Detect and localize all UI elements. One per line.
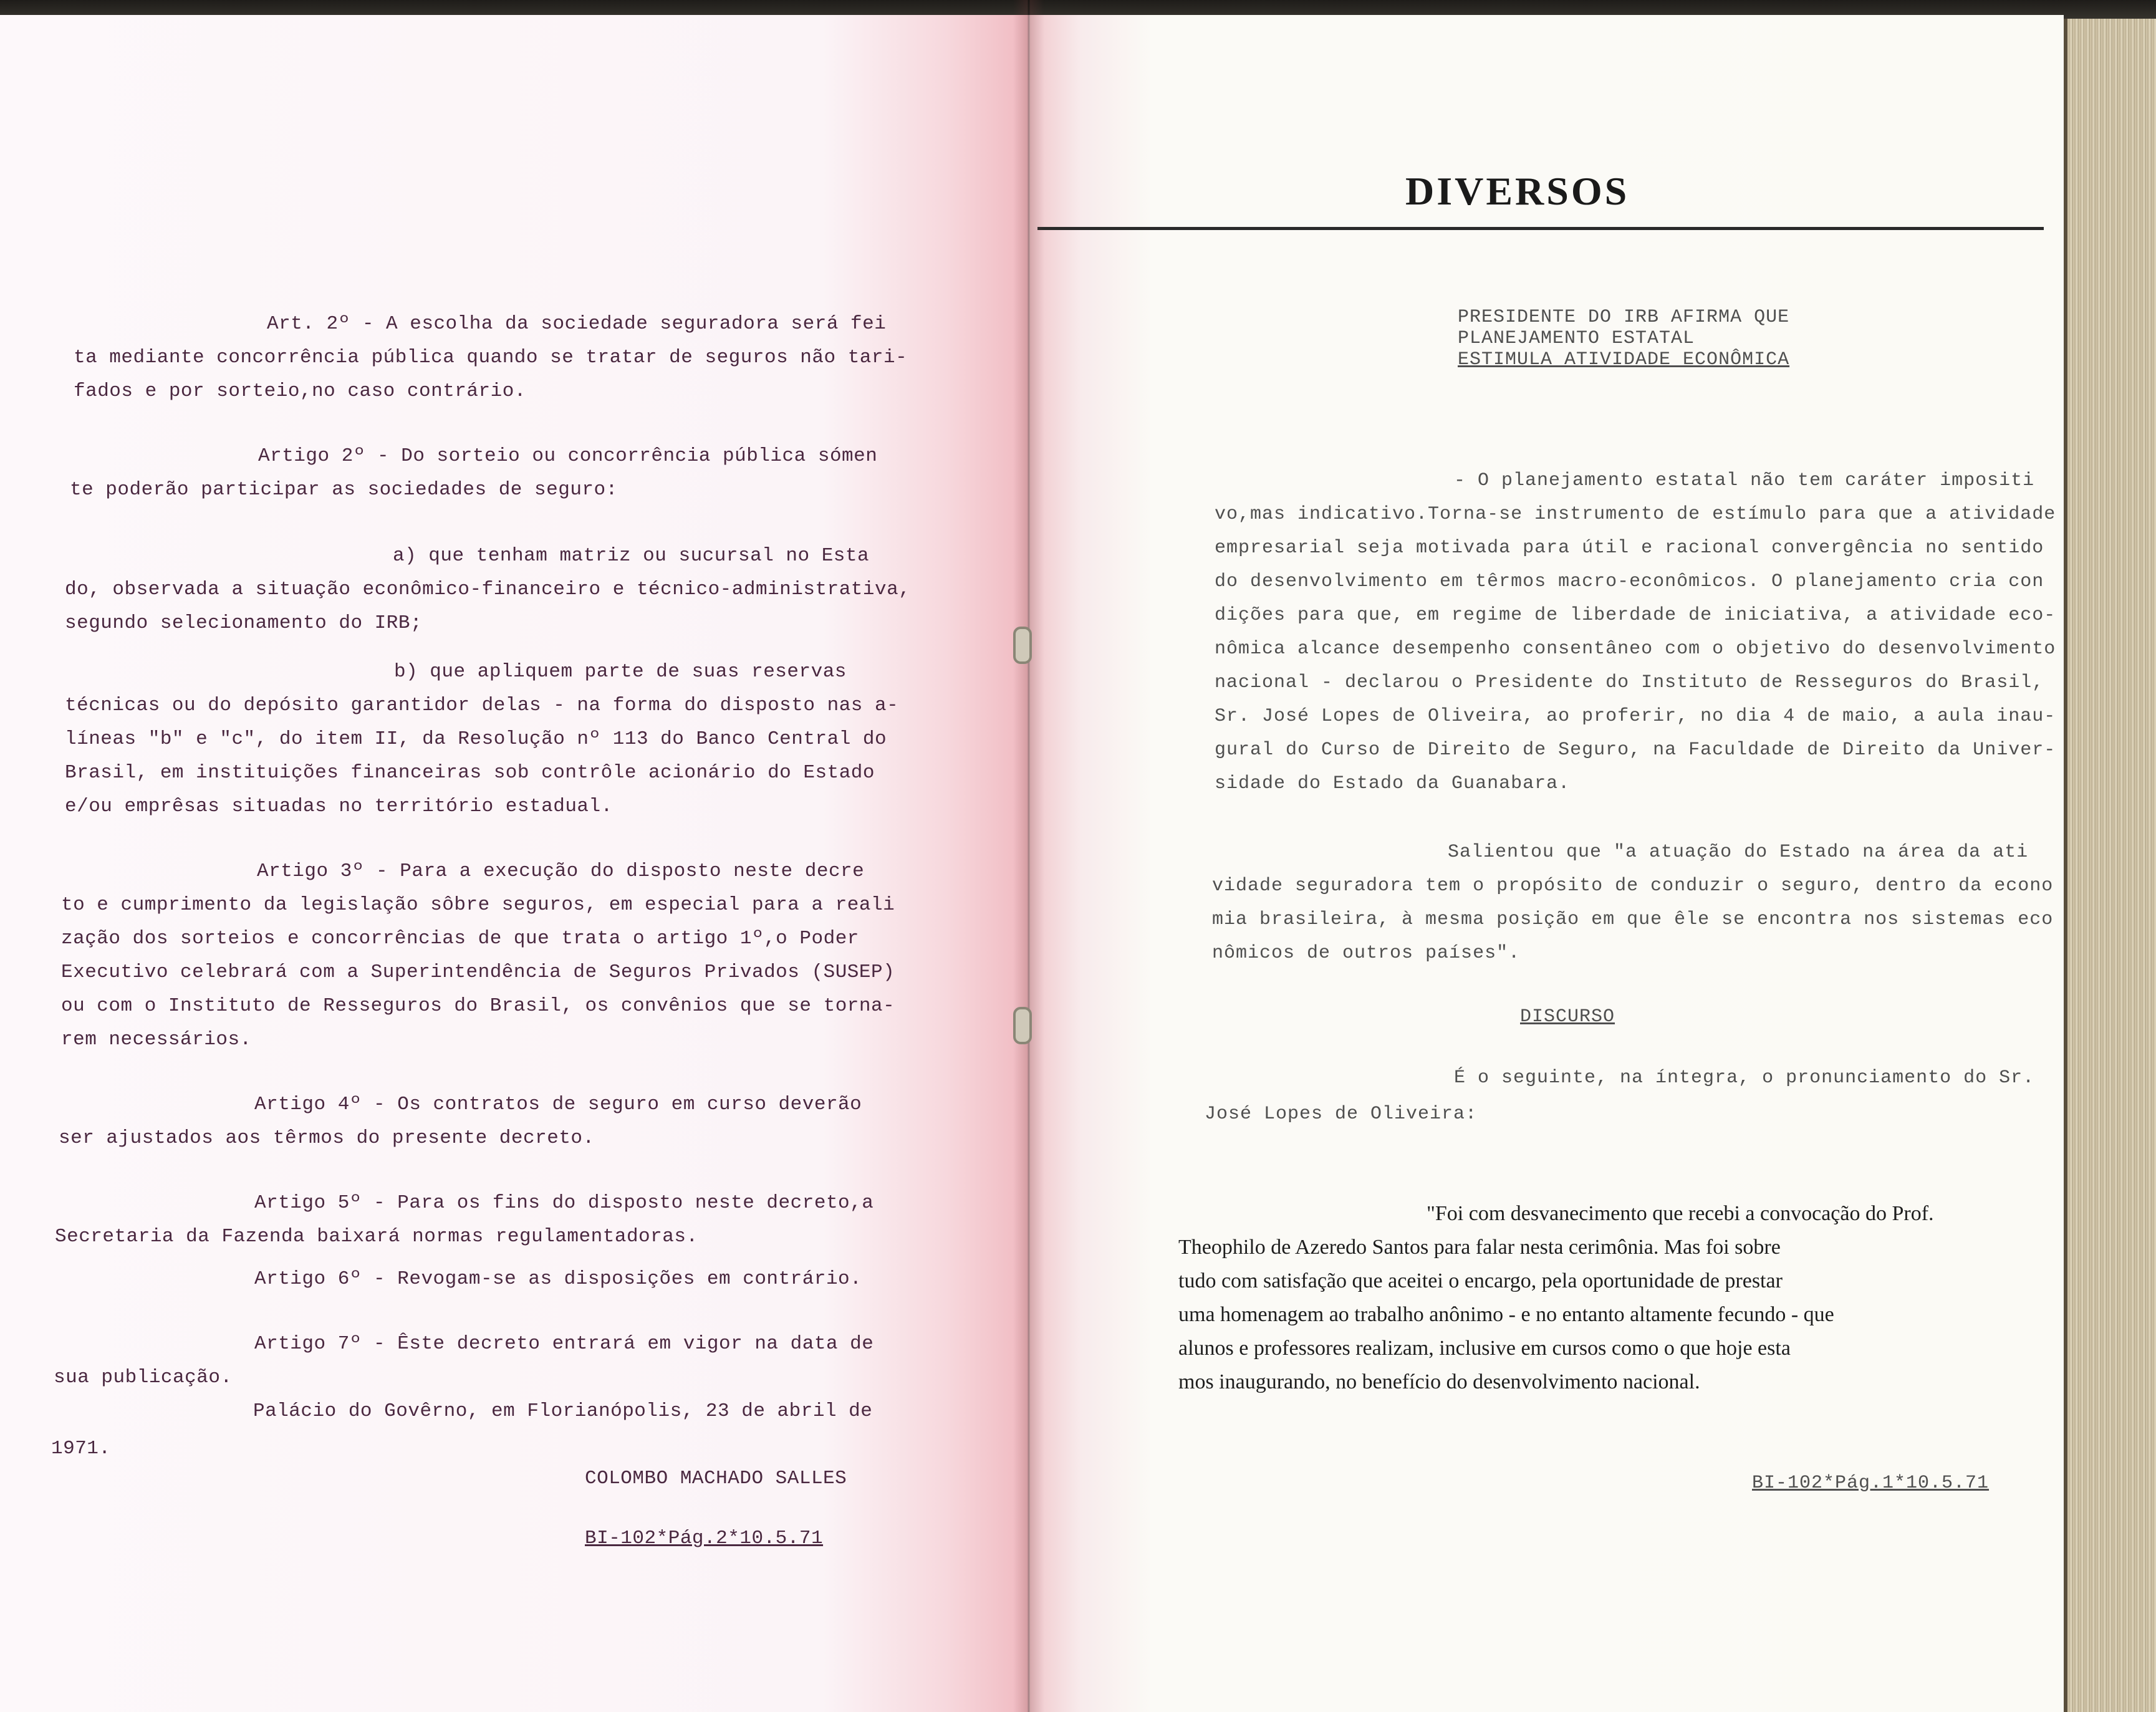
text-line: te poderão participar as sociedades de seguro: (70, 479, 618, 501)
text-line: Salientou que "a atuação do Estado na área da ati (1448, 842, 2029, 863)
text-line: Sr. José Lopes de Oliveira, ao proferir, no dia 4 de maio, a aula inau- (1215, 706, 2056, 727)
text-line: rem necessários. (61, 1029, 252, 1051)
book-page-edges (2064, 19, 2156, 1712)
text-line: sidade do Estado da Guanabara. (1215, 773, 1571, 794)
text-line: Secretaria da Fazenda baixará normas regulamentadoras. (55, 1226, 698, 1248)
binding-clip (1013, 1007, 1032, 1044)
text-line: técnicas ou do depósito garantidor delas - na forma do disposto nas a- (65, 695, 899, 716)
text-line: to e cumprimento da legislação sôbre seguros, em especial para a reali (61, 894, 895, 916)
text-line: zação dos sorteios e concorrências de que trata o artigo 1º,o Poder (61, 928, 859, 950)
text-line: b) que apliquem parte de suas reservas (394, 661, 847, 683)
text-line: José Lopes de Oliveira: (1205, 1104, 1478, 1125)
text-line: vidade seguradora tem o propósito de conduzir o seguro, dentro da econo (1212, 875, 2054, 897)
left-page (0, 15, 1029, 1712)
text-line: dições para que, em regime de liberdade de iniciativa, a atividade eco- (1215, 605, 2056, 626)
text-line: nômicos de outros países". (1212, 943, 1521, 964)
text-line: Palácio do Govêrno, em Florianópolis, 23 de abril de (253, 1400, 873, 1422)
text-line: do, observada a situação econômico-financeiro e técnico-administrativa, (65, 579, 911, 600)
text-line: - O planejamento estatal não tem caráter impositi (1454, 470, 2035, 491)
book-gutter (1013, 0, 1044, 1712)
speech-line: Theophilo de Azeredo Santos para falar nesta cerimônia. Mas foi sobre (1178, 1236, 1781, 1259)
page-footer: BI-102*Pág.2*10.5.71 (585, 1527, 824, 1549)
speech-line: mos inaugurando, no benefício do desenvolvimento nacional. (1178, 1370, 1700, 1393)
text-line: líneas "b" e "c", do item II, da Resolução nº 113 do Banco Central do (65, 728, 887, 750)
speech-line: alunos e professores realizam, inclusive em cursos como o que hoje esta (1178, 1337, 1791, 1360)
text-line: ou com o Instituto de Resseguros do Brasil, os convênios que se torna- (61, 995, 895, 1017)
headline-line: PLANEJAMENTO ESTATAL (1458, 328, 1695, 349)
section-title: DIVERSOS (1405, 169, 1630, 213)
text-line: mia brasileira, à mesma posição em que êle se encontra nos sistemas eco (1212, 909, 2054, 930)
right-page (1029, 15, 2064, 1712)
text-line: sua publicação. (54, 1367, 233, 1388)
text-line: empresarial seja motivada para útil e racional convergência no sentido (1215, 537, 2044, 559)
text-line: nacional - declarou o Presidente do Instituto de Resseguros do Brasil, (1215, 672, 2044, 693)
text-line: a) que tenham matriz ou sucursal no Esta (393, 545, 870, 567)
text-line: Artigo 3º - Para a execução do disposto neste decre (257, 860, 865, 882)
text-line: ta mediante concorrência pública quando se tratar de seguros não tari- (74, 347, 908, 368)
text-line: É o seguinte, na íntegra, o pronunciamento do Sr. (1454, 1067, 2035, 1089)
text-line: e/ou emprêsas situadas no território estadual. (65, 796, 613, 817)
text-line: 1971. (51, 1438, 111, 1460)
text-line: do desenvolvimento em têrmos macro-econômicos. O planejamento cria con (1215, 571, 2044, 592)
text-line: Artigo 6º - Revogam-se as disposições em contrário. (254, 1268, 862, 1290)
text-line: Artigo 4º - Os contratos de seguro em curso deverão (254, 1094, 862, 1115)
headline-line: ESTIMULA ATIVIDADE ECONÔMICA (1458, 349, 1790, 370)
subheading-discurso: DISCURSO (1520, 1006, 1615, 1027)
text-line: Art. 2º - A escolha da sociedade seguradora será fei (267, 313, 887, 335)
text-line: Artigo 2º - Do sorteio ou concorrência pública sómen (258, 445, 878, 467)
binding-clip (1013, 627, 1032, 664)
text-line: fados e por sorteio,no caso contrário. (74, 380, 526, 402)
speech-line: uma homenagem ao trabalho anônimo - e no entanto altamente fecundo - que (1178, 1303, 1834, 1326)
text-line: Artigo 5º - Para os fins do disposto neste decreto,a (254, 1192, 874, 1214)
text-line: Artigo 7º - Êste decreto entrará em vigor na data de (254, 1333, 874, 1355)
text-line: ser ajustados aos têrmos do presente decreto. (59, 1127, 595, 1149)
speech-line: "Foi com desvanecimento que recebi a convocação do Prof. (1427, 1202, 1934, 1225)
text-line: gural do Curso de Direito de Seguro, na Faculdade de Direito da Univer- (1215, 739, 2056, 761)
title-rule (1037, 227, 2044, 230)
text-line: Brasil, em instituições financeiras sob contrôle acionário do Estado (65, 762, 875, 784)
page-footer: BI-102*Pág.1*10.5.71 (1752, 1473, 1990, 1494)
text-line: vo,mas indicativo.Torna-se instrumento de estímulo para que a atividade (1215, 504, 2056, 525)
text-line: nômica alcance desempenho consentâneo com o objetivo do desenvolvimento (1215, 638, 2056, 660)
text-line: Executivo celebrará com a Superintendência de Seguros Privados (SUSEP) (61, 961, 895, 983)
headline-line: PRESIDENTE DO IRB AFIRMA QUE (1458, 307, 1790, 328)
signature: COLOMBO MACHADO SALLES (585, 1468, 847, 1489)
text-line: segundo selecionamento do IRB; (65, 612, 423, 634)
speech-line: tudo com satisfação que aceitei o encargo, pela oportunidade de prestar (1178, 1269, 1783, 1292)
